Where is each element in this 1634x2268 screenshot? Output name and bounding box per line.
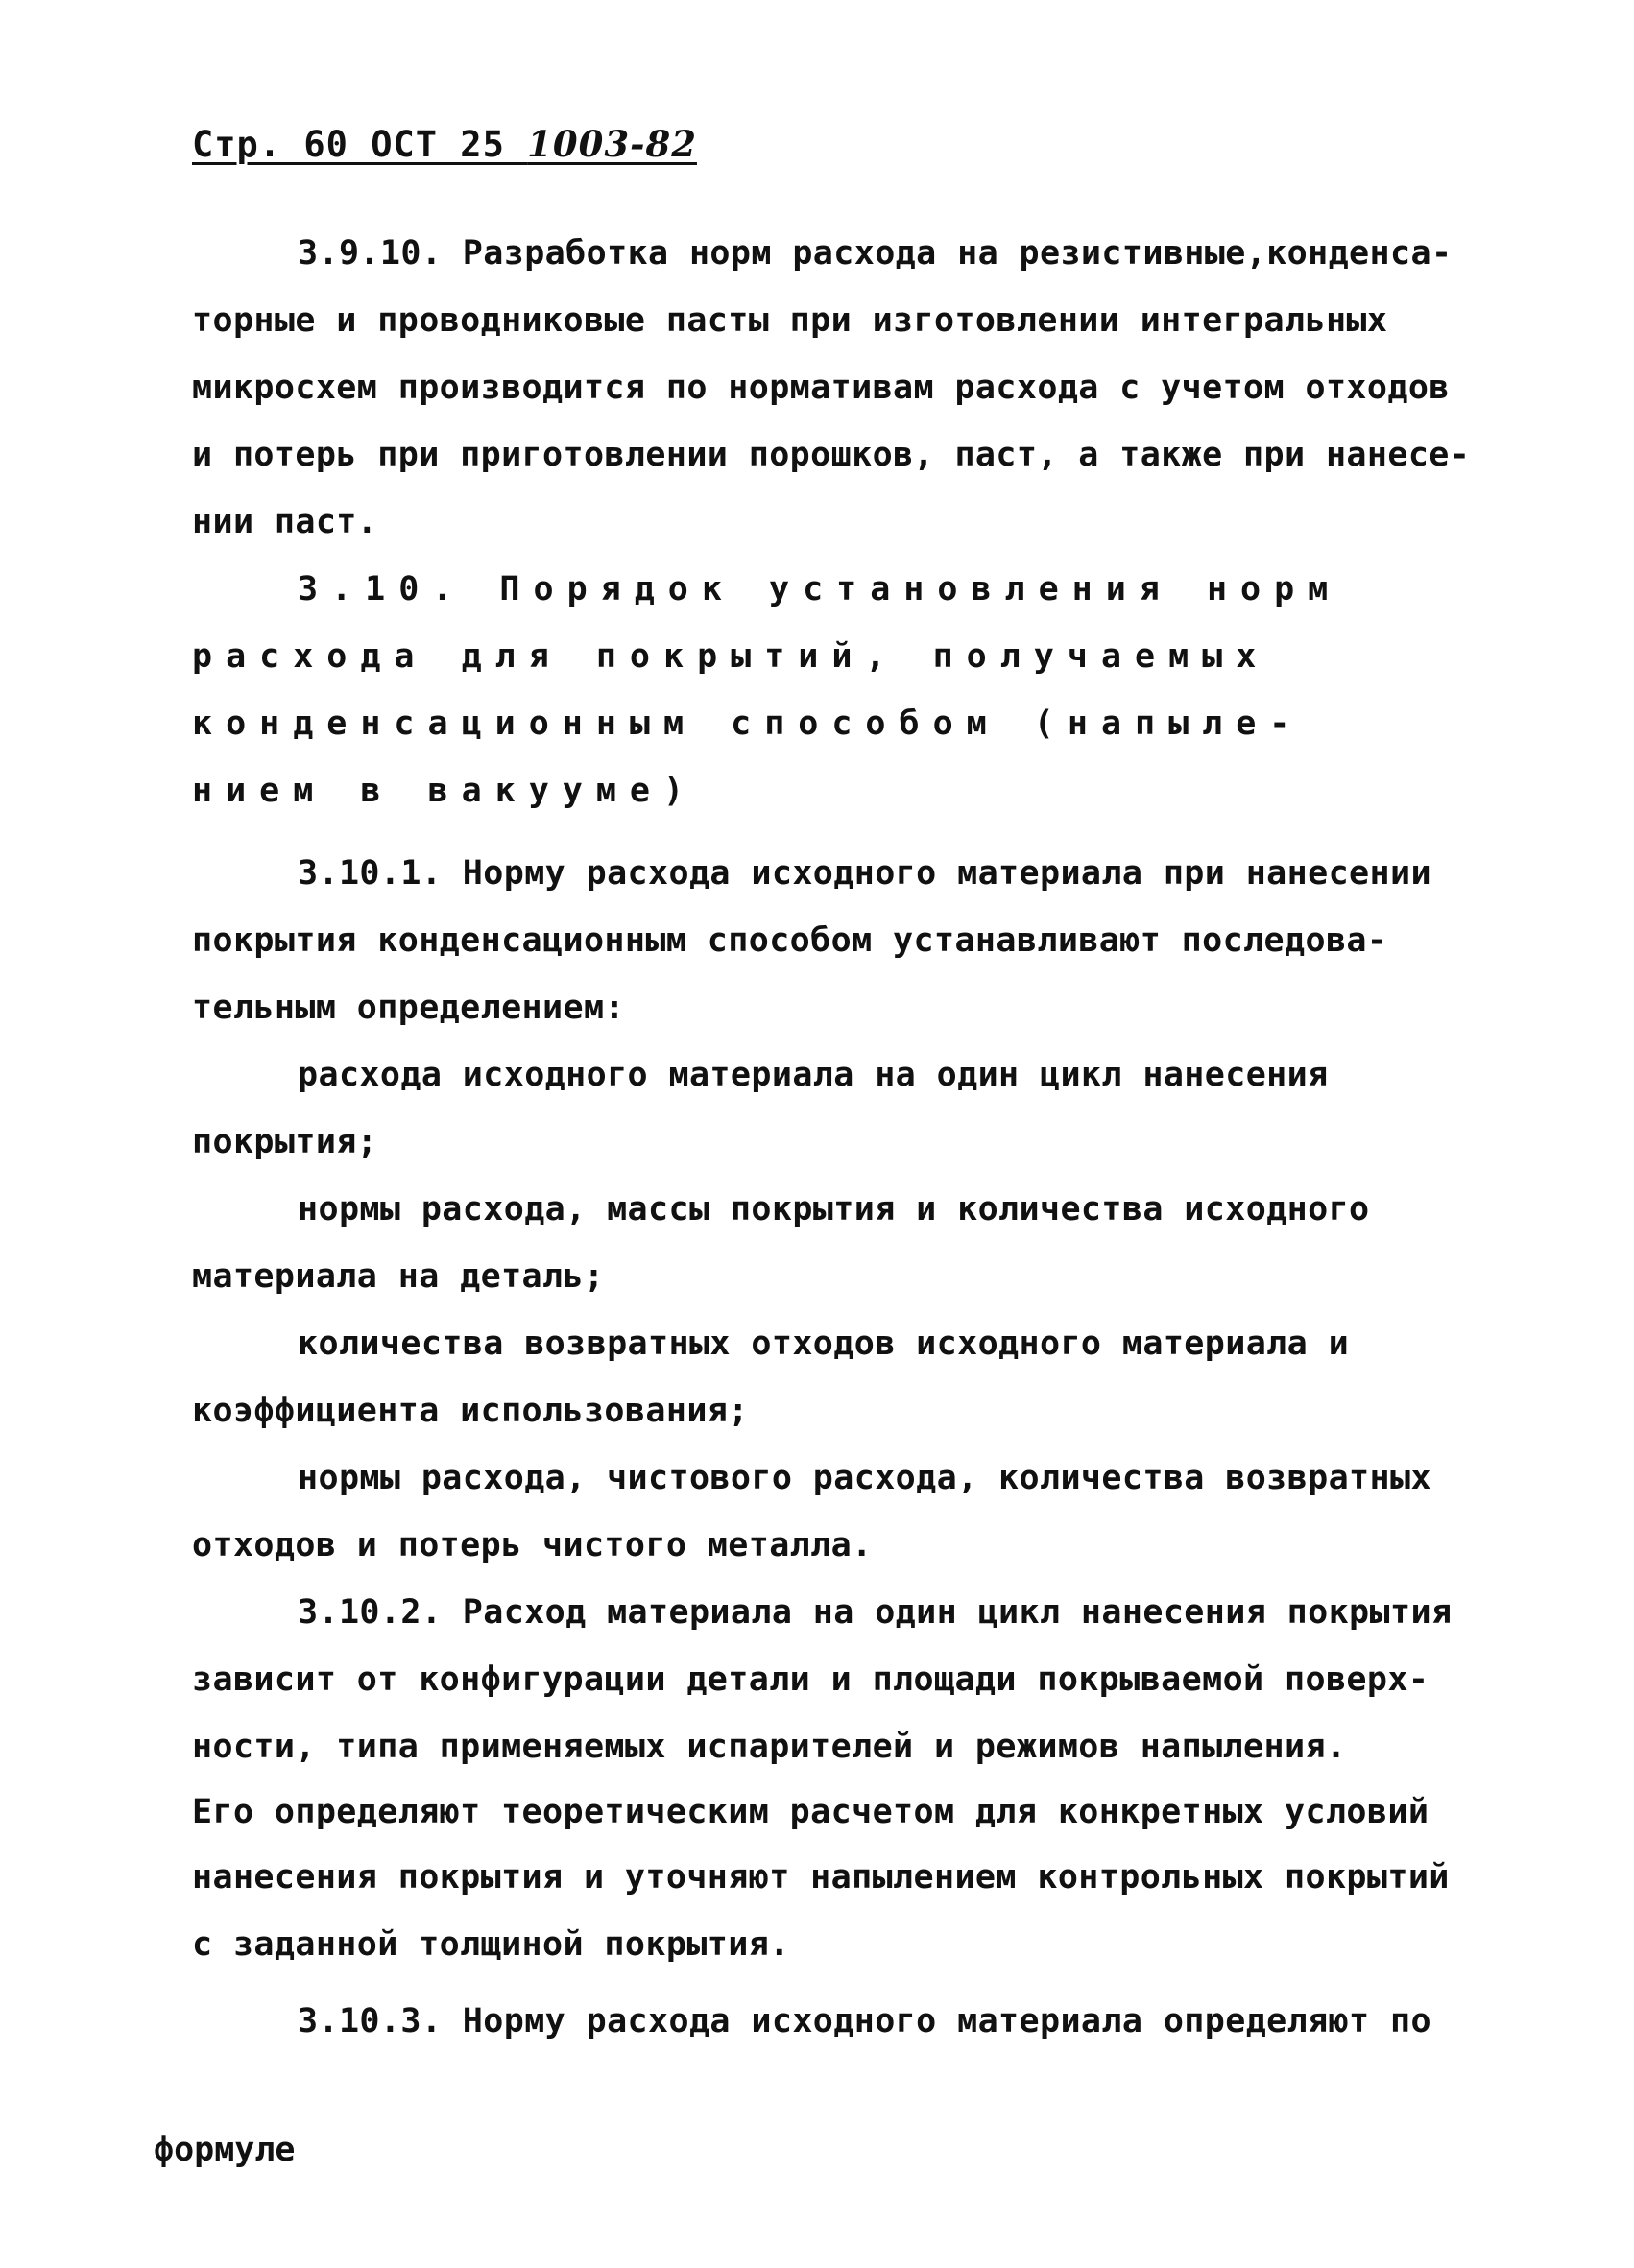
text-line: 3.10.1. Норму расхода исходного материала при нанесении <box>298 854 1431 893</box>
handwritten-doc-number: 1003-82 <box>527 123 697 165</box>
continuation-word: формуле <box>154 2131 296 2169</box>
text-line: нии паст. <box>192 503 378 541</box>
text-line: 3.10.2. Расход материала на один цикл нанесения покрытия <box>298 1593 1453 1632</box>
text-line: 3.10.3. Норму расхода исходного материала определяют по <box>298 2002 1431 2041</box>
text-line: Его определяют теоретическим расчетом для конкретных условий <box>192 1793 1430 1831</box>
list-item-line: коэффициента использования; <box>192 1392 749 1430</box>
list-item-line: отходов и потерь чистого металла. <box>192 1526 873 1564</box>
text-line: покрытия конденсационным способом устанавливают последова- <box>192 921 1388 960</box>
section-heading-line: 3.10. Порядок установления норм <box>298 570 1342 609</box>
text-line: торные и проводниковые пасты при изготовлении интегральных <box>192 301 1388 340</box>
list-item-line: нормы расхода, массы покрытия и количества исходного <box>298 1190 1370 1229</box>
text-line: и потерь при приготовлении порошков, паст, а также при нанесе- <box>192 436 1471 474</box>
text-line: зависит от конфигурации детали и площади покрываемой поверх- <box>192 1660 1430 1699</box>
section-heading-line: конденсационным способом (напыле- <box>192 704 1304 743</box>
text-line: микросхем производится по нормативам расхода с учетом отходов <box>192 369 1450 407</box>
list-item-line: материала на деталь; <box>192 1257 605 1296</box>
list-item-line: покрытия; <box>192 1123 378 1161</box>
text-line: тельным определением: <box>192 989 625 1027</box>
list-item-line: расхода исходного материала на один цикл нанесения <box>298 1056 1329 1094</box>
page-header <box>192 123 697 165</box>
text-line: 3.9.10. Разработка норм расхода на резистивные,конденса- <box>298 234 1453 273</box>
page-label: Стр. 60 ОСТ 25 <box>192 124 528 165</box>
text-line: нанесения покрытия и уточняют напылением контрольных покрытий <box>192 1858 1450 1897</box>
list-item-line: количества возвратных отходов исходного материала и <box>298 1325 1350 1363</box>
text-line: с заданной толщиной покрытия. <box>192 1925 790 1964</box>
list-item-line: нормы расхода, чистового расхода, количества возвратных <box>298 1459 1431 1497</box>
text-line: ности, типа применяемых испарителей и режимов напыления. <box>192 1728 1347 1766</box>
section-heading-line: расхода для покрытий, получаемых <box>192 637 1270 676</box>
section-heading-line: нием в вакууме) <box>192 772 698 810</box>
